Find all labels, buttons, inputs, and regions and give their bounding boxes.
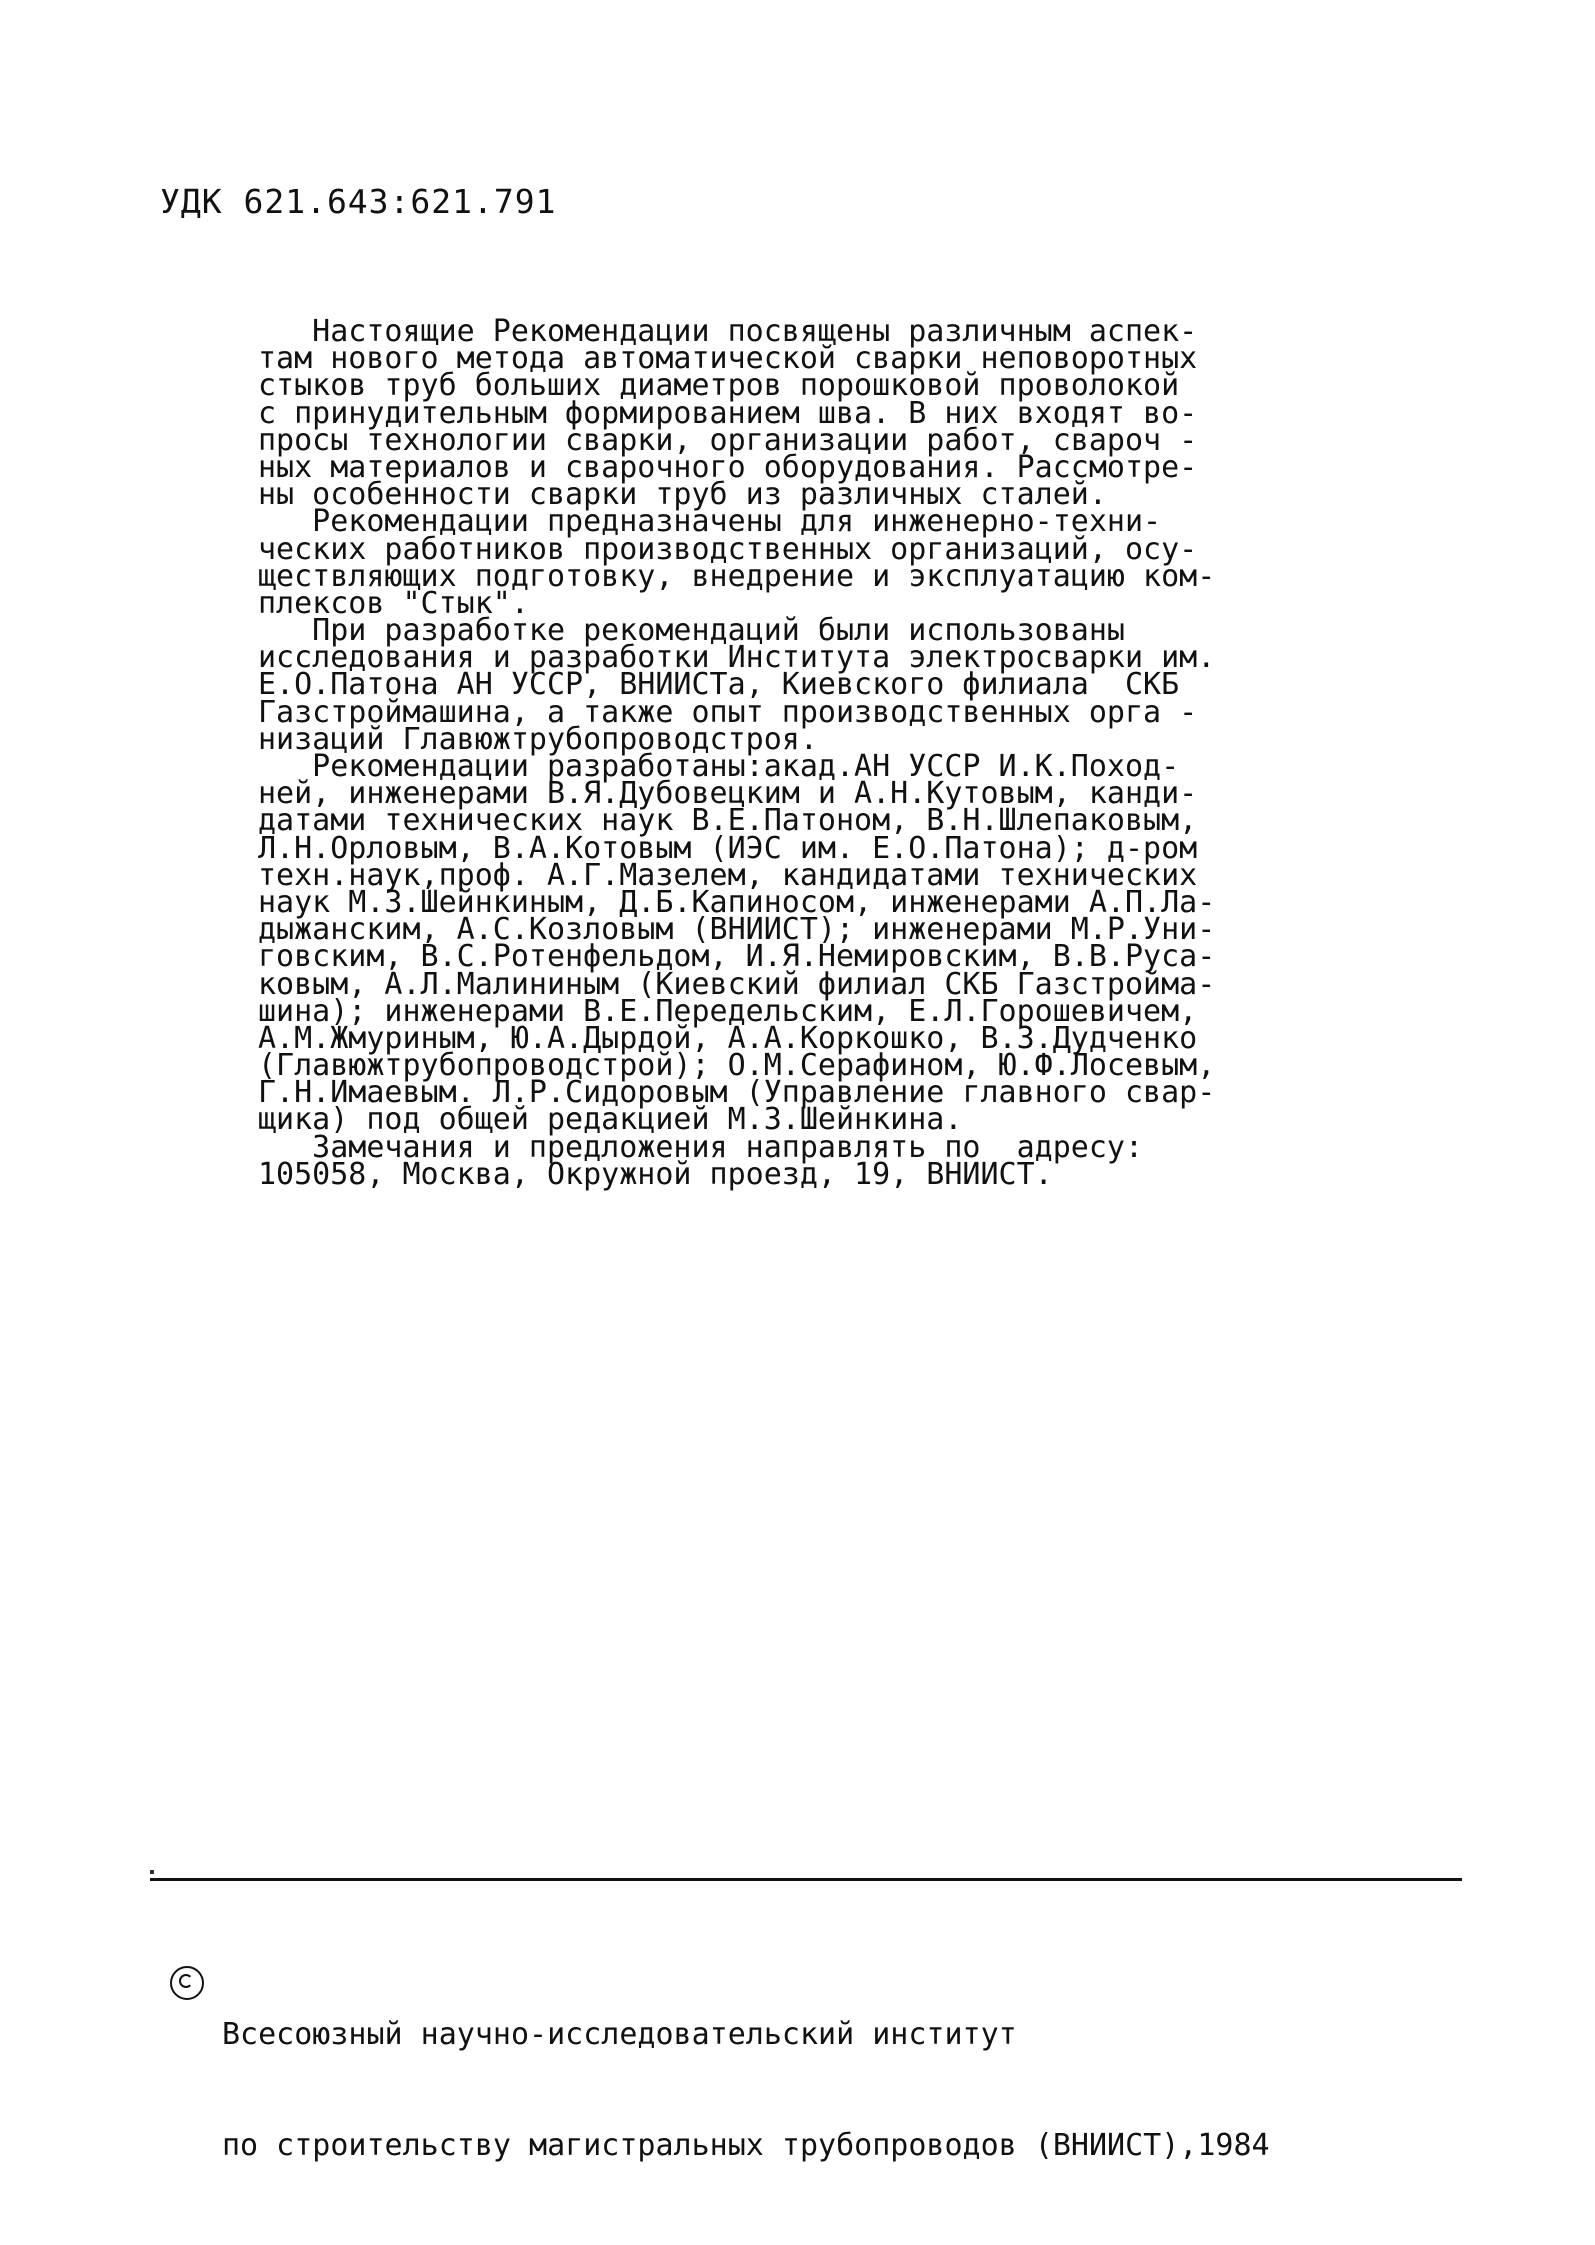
text-line: ных материалов и сварочного оборудования. Рассмотре- [258, 449, 1198, 485]
text-line: стыков труб больших диаметров порошковой проволокой [258, 368, 1180, 404]
text-line: там нового метода автоматической сварки неповоротных [258, 341, 1198, 377]
text-line: Рекомендации предназначены для инженерно-техни- [258, 504, 1162, 540]
text-line: говским, В.С.Ротенфельдом, И.Я.Немировским, В.В.Руса- [258, 939, 1216, 975]
footer-divider [150, 1878, 1462, 1881]
text-line: Замечания и предложения направлять по адресу: [258, 1129, 1144, 1165]
annotation-text [258, 314, 1438, 1192]
text-line: просы технологии сварки, организации работ, свароч - [258, 422, 1198, 458]
text-line: Г.Н.Имаевым. Л.Р.Сидоровым (Управление главного свар- [258, 1075, 1216, 1111]
text-line: Настоящие Рекомендации посвящены различным аспек- [258, 314, 1198, 349]
text-line: наук М.З.Шейнкиным, Д.Б.Капиносом, инженерами А.П.Ла- [258, 884, 1216, 920]
text-line: исследования и разработки Института электросварки им. [258, 640, 1216, 676]
text-line: датами технических наук В.Е.Патоном, В.Н.Шлепаковым, [258, 803, 1198, 839]
text-line: Л.Н.Орловым, В.А.Котовым (ИЭС им. Е.О.Патона); д-ром [258, 830, 1198, 866]
text-line: плексов "Стык". [258, 585, 529, 621]
publisher-imprint [222, 1942, 1270, 2238]
text-line: дыжанским, А.С.Козловым (ВНИИСТ); инженерами М.Р.Уни- [258, 912, 1216, 948]
text-line: ны особенности сварки труб из различных сталей. [258, 477, 1107, 513]
text-line: шина); инженерами В.Е.Передельским, Е.Л.Горошевичем, [258, 993, 1198, 1029]
text-line: ней, инженерами В.Я.Дубовецким и А.Н.Кутовым, канди- [258, 776, 1198, 812]
text-line: А.М.Жмуриным, Ю.А.Дырдой, А.А.Коркошко, В.З.Дудченко [258, 1020, 1198, 1056]
text-line: ческих работников производственных организаций, осу- [258, 531, 1198, 567]
text-line: Е.О.Патона АН УССР, ВНИИСТа, Киевского филиала СКБ [258, 667, 1180, 703]
udk-code: УДК 621.643:621.791 [160, 182, 557, 221]
text-line: щика) под общей редакцией М.З.Шейнкина. [258, 1102, 963, 1138]
text-line: ковым, А.Л.Малининым (Киевский филиал СКБ Газстройма- [258, 966, 1216, 1002]
text-line: ществляющих подготовку, внедрение и эксплуатацию ком- [258, 558, 1216, 594]
imprint-line: Всесоюзный научно-исследовательский институт [222, 2017, 1017, 2052]
text-line: (Главюжтрубопроводстрой); О.М.Серафином, Ю.Ф.Лосевым, [258, 1048, 1216, 1084]
rule-tick [150, 1870, 154, 1874]
copyright-icon [170, 1966, 204, 2000]
text-line: низаций Главюжтрубопроводстроя. [258, 721, 818, 757]
text-line: техн.наук,проф. А.Г.Мазелем, кандидатами технических [258, 857, 1198, 893]
text-line: При разработке рекомендаций были использованы [258, 613, 1125, 649]
text-line: 105058, Москва, Окружной проезд, 19, ВНИИСТ. [258, 1156, 1053, 1192]
imprint-line: по строительству магистральных трубопроводов (ВНИИСТ),1984 [222, 2128, 1270, 2163]
text-line: Газстроймашина, а также опыт производственных орга - [258, 694, 1198, 730]
text-line: Рекомендации разработаны:акад.АН УССР И.К.Поход- [258, 749, 1180, 784]
text-line: с принудительным формированием шва. В них входят во- [258, 395, 1198, 431]
